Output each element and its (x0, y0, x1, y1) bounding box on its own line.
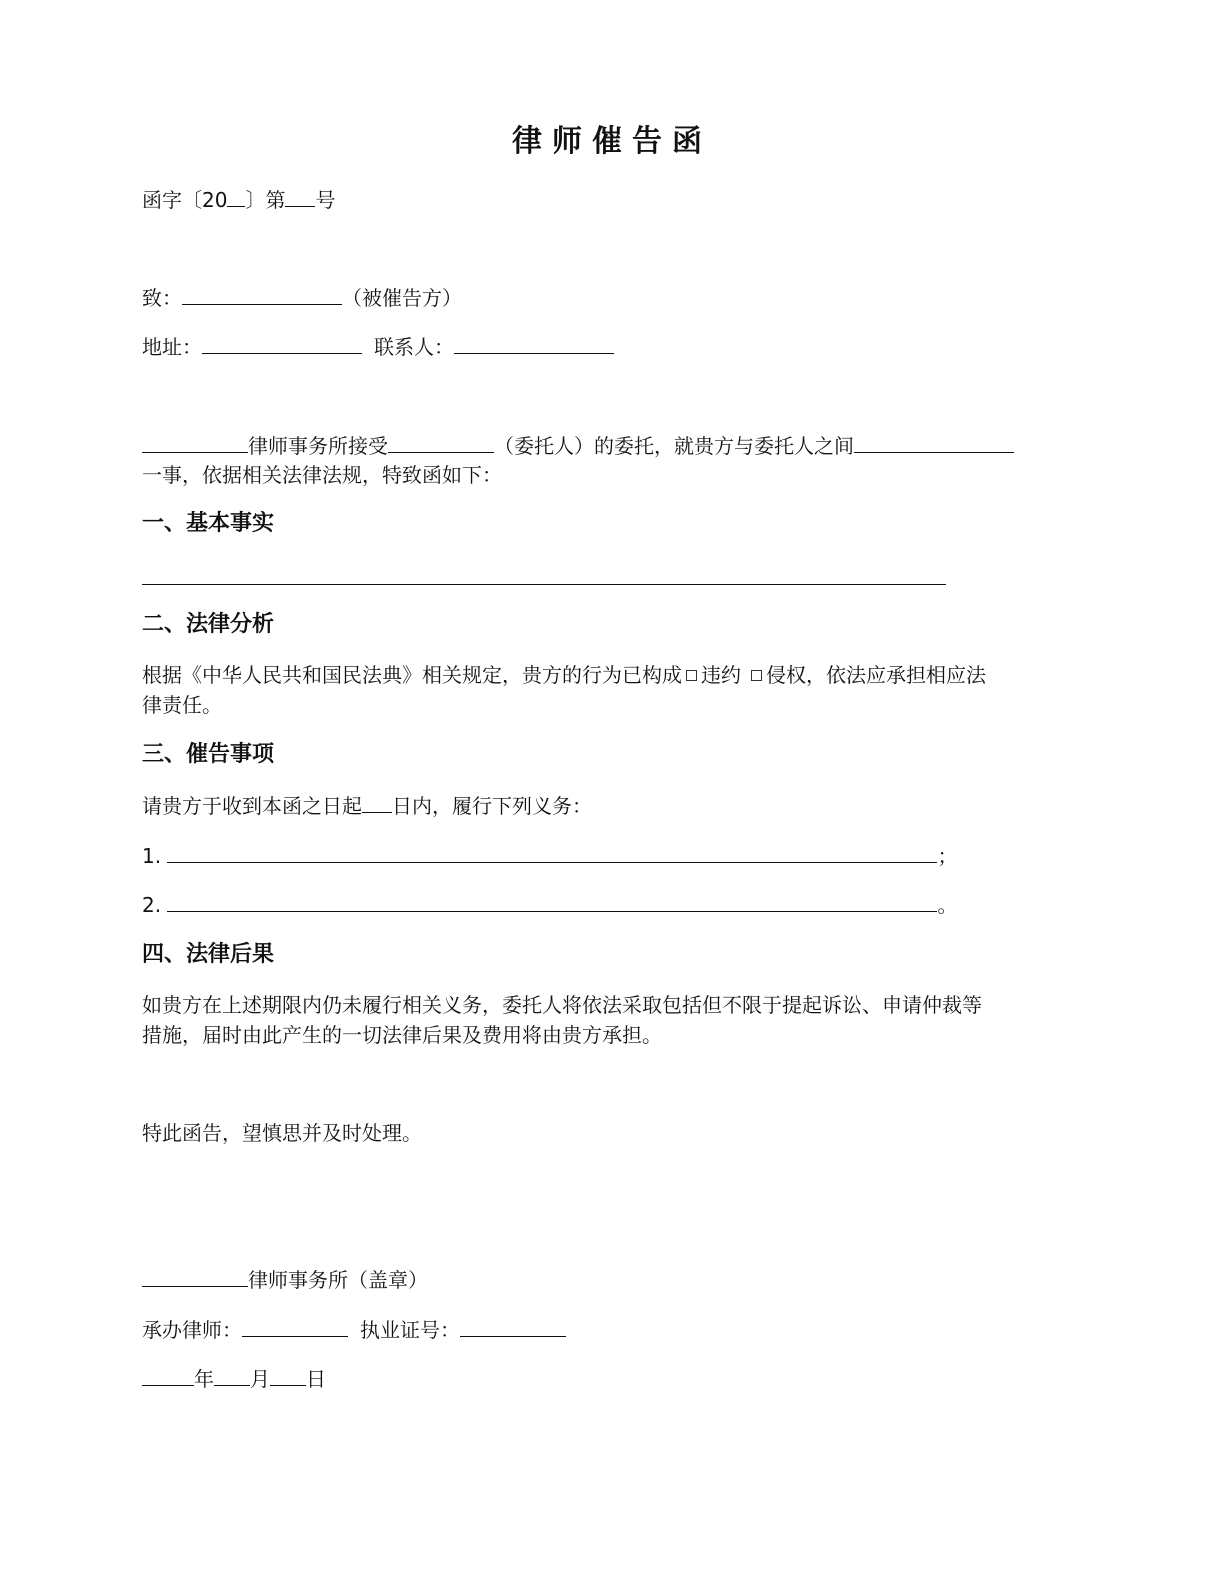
demands-intro-b: 日内，履行下列义务： (392, 794, 592, 818)
demands-intro-a: 请贵方于收到本函之日起 (142, 794, 362, 818)
ref-prefix: 函字〔20 (142, 188, 228, 212)
facts-blank-line (142, 584, 946, 585)
to-label: 致： (142, 286, 182, 310)
days-blank (362, 790, 392, 813)
recipient-line (142, 282, 462, 313)
month-blank (214, 1363, 250, 1386)
firm-name-blank (142, 1264, 248, 1287)
ref-suffix: 号 (315, 188, 336, 212)
firm-blank (142, 430, 248, 453)
address-label: 地址： (142, 335, 202, 359)
license-blank (460, 1314, 566, 1337)
section-heading-facts: 一、基本事实 (142, 511, 275, 536)
analysis-line1 (142, 660, 986, 690)
intro-client: （委托人）的委托，就贵方与委托人之间 (494, 434, 854, 458)
tort-checkbox[interactable] (751, 670, 762, 681)
consequences-line1: 如贵方在上述期限内仍未履行相关义务，委托人将依法采取包括但不限于提起诉讼、申请仲裁等 (142, 993, 982, 1017)
month-label: 月 (250, 1367, 270, 1391)
section-heading-demands: 三、催告事项 (142, 742, 275, 767)
section-heading-analysis: 二、法律分析 (142, 612, 275, 637)
demand-item-end: 。 (937, 893, 958, 917)
closing-text: 特此函告，望慎思并及时处理。 (142, 1121, 422, 1145)
demand-item-blank (167, 889, 937, 912)
contact-label: 联系人： (374, 335, 454, 359)
ref-year-blank (227, 184, 245, 207)
intro-paragraph-line2: 一事，依据相关法律法规，特致函如下： (142, 463, 502, 487)
recipient-blank (182, 282, 342, 305)
year-blank (142, 1363, 194, 1386)
ref-number-blank (285, 184, 315, 207)
demand-item-number: 2. (142, 893, 162, 917)
matter-blank (854, 430, 1014, 453)
analysis-text: 根据《中华人民共和国民法典》相关规定，贵方的行为已构成 (142, 663, 682, 687)
signature-lawyer-line (142, 1314, 566, 1345)
signature-date-line (142, 1363, 326, 1394)
section-heading-consequences: 四、法律后果 (142, 942, 275, 967)
demand-item-number: 1. (142, 844, 162, 868)
demands-intro (142, 790, 592, 821)
client-blank (388, 430, 494, 453)
year-label: 年 (194, 1367, 214, 1391)
day-label: 日 (306, 1367, 326, 1391)
recipient-role: （被催告方） (342, 286, 462, 310)
address-blank (202, 331, 362, 354)
reference-number (142, 184, 335, 215)
signature-firm-line (142, 1264, 428, 1295)
contact-blank (454, 331, 614, 354)
intro-firm: 律师事务所接受 (248, 434, 388, 458)
signature-firm: 律师事务所（盖章） (248, 1268, 428, 1292)
demand-item-1 (142, 840, 957, 871)
lawyer-label: 承办律师： (142, 1318, 242, 1342)
tort-option: 侵权，依法应承担相应法 (766, 663, 986, 687)
demand-item-blank (167, 840, 937, 863)
breach-option: 违约 (701, 663, 741, 687)
license-label: 执业证号： (360, 1318, 460, 1342)
demand-item-end: ； (937, 844, 958, 868)
breach-checkbox[interactable] (686, 670, 697, 681)
intro-paragraph-line1 (142, 430, 1014, 461)
analysis-line2: 律责任。 (142, 693, 222, 717)
page-title: 律师催告函 (512, 124, 712, 159)
demand-item-2 (142, 889, 957, 920)
day-blank (270, 1363, 306, 1386)
address-line (142, 331, 614, 362)
ref-mid: 〕第 (245, 188, 286, 212)
lawyer-blank (242, 1314, 348, 1337)
consequences-line2: 措施，届时由此产生的一切法律后果及费用将由贵方承担。 (142, 1023, 662, 1047)
